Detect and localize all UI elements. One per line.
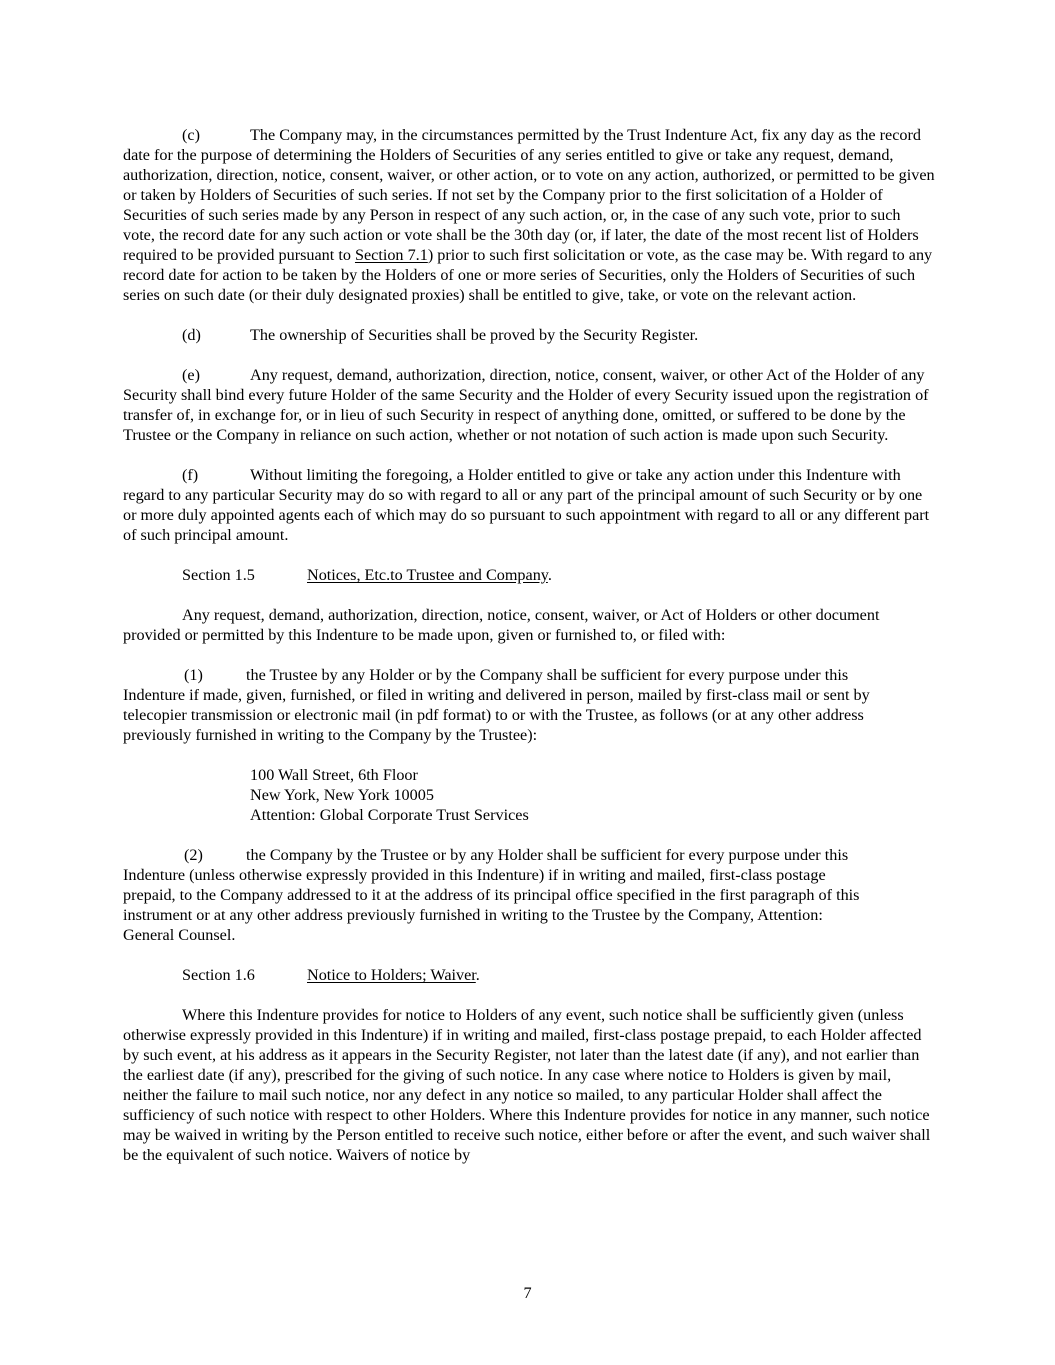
item-1-label: (1) [184, 666, 203, 684]
section-1-6-heading-row [123, 965, 935, 985]
trustee-address-street: 100 Wall Street, 6th Floor [250, 766, 418, 784]
section-1-5-item-2 [123, 845, 871, 945]
section-1-5-heading-period: . [547, 566, 552, 584]
paragraph-e-label: (e) [182, 366, 200, 384]
paragraph-e-text: Any request, demand, authorization, direction, notice, consent, waiver, or other Act of the Holder of any Security shall bind every future Holder of the same Security and the Holder of every Security issued upon the registration of transfer of, in exchange for, or in lieu of such Security in respect of anything done, omitted, or suffered to be done by the Trustee or the Company in reliance on such action, whether or not notation of such action is made upon such Security. [123, 366, 929, 444]
page-number: 7 [523, 1284, 532, 1302]
section-1-5-heading: Notices, Etc.to Trustee and Company [307, 566, 548, 584]
paragraph-d [123, 325, 935, 345]
paragraph-f-text: Without limiting the foregoing, a Holder entitled to give or take any action under this Indenture with regard to any particular Security may do so with regard to all or any part of the principal amount of such Security or by one or more duly appointed agents each of which may do so pursuant to such appointment with regard to all or any different part of such principal amount. [123, 466, 930, 544]
trustee-address-city: New York, New York 10005 [250, 786, 434, 804]
paragraph-d-text: The ownership of Securities shall be proved by the Security Register. [250, 326, 699, 344]
paragraph-d-label: (d) [182, 326, 201, 344]
section-1-5-item-1 [123, 665, 871, 745]
section-1-5-label: Section 1.5 [182, 566, 255, 584]
section-1-5-intro: Any request, demand, authorization, direction, notice, consent, waiver, or Act of Holders or other document provided or permitted by this Indenture to be made upon, given or furnished to, or filed with: [123, 606, 880, 644]
paragraph-e [123, 365, 935, 445]
paragraph-c [123, 125, 935, 305]
paragraph-f [123, 465, 935, 545]
section-1-6-heading-period: . [475, 966, 480, 984]
section-1-5-heading-row [123, 565, 935, 585]
page-content [123, 125, 935, 1185]
item-1-text: the Trustee by any Holder or by the Company shall be sufficient for every purpose under this Indenture if made, given, furnished, or filed in writing and delivered in person, mailed by first-class mail or sent by telecopier transmission or electronic mail (in pdf format) to or with the Trustee, as follows (or at any other address previously furnished in writing to the Company by the Trustee): [123, 666, 870, 744]
paragraph-c-text-after: ) prior to such first solicitation or vote, as the case may be. With regard to any record date for action to be taken by the Holders of one or more series of Securities, only the Holders of Securities of such series on such date (or their duly designated proxies) shall be entitled to give, take, or vote on the relevant action. [123, 246, 933, 304]
section-1-6-body: Where this Indenture provides for notice to Holders of any event, such notice shall be sufficiently given (unless otherwise expressly provided in this Indenture) if in writing and mailed, first-class postage prepaid, to each Holder affected by such event, at his address as it appears in the Security Register, not later than the latest date (if any), and not earlier than the earliest date (if any), prescribed for the giving of such notice. In any case where notice to Holders is given by mail, neither the failure to mail such notice, nor any defect in any notice so mailed, to any particular Holder shall affect the sufficiency of such notice with respect to other Holders. Where this Indenture provides for notice in any manner, such notice may be waived in writing by the Person entitled to receive such notice, either before or after the event, and such waiver shall be the equivalent of such notice. Waivers of notice by [123, 1006, 931, 1164]
paragraph-f-label: (f) [182, 466, 199, 484]
item-2-label: (2) [184, 846, 203, 864]
section-7-1-reference: Section 7.1 [354, 246, 428, 264]
section-1-6-heading: Notice to Holders; Waiver [307, 966, 476, 984]
trustee-address-block [250, 765, 935, 825]
item-2-text: the Company by the Trustee or by any Holder shall be sufficient for every purpose under this Indenture (unless otherwise expressly provided in this Indenture) if in writing and mailed, first-class postage prepaid, to the Company addressed to it at the address of its principal office specified in the first paragraph of this instrument or at any other address previously furnished in writing to the Trustee by the Company, Attention: General Counsel. [123, 846, 860, 944]
trustee-address-attention: Attention: Global Corporate Trust Services [250, 806, 529, 824]
paragraph-c-label: (c) [182, 126, 200, 144]
paragraph-c-text-before: The Company may, in the circumstances permitted by the Trust Indenture Act, fix any day as the record date for the purpose of determining the Holders of Securities of any series entitled to give or take any request, demand, authorization, direction, notice, consent, waiver, or other action, or to vote on any action, authorized, or permitted to be given or taken by Holders of Securities of such series. If not set by the Company prior to the first solicitation of a Holder of Securities of such series made by any Person in respect of any such action, or, in the case of any such vote, prior to such vote, the record date for any such action or vote shall be the 30th day (or, if later, the date of the most recent list of Holders required to be provided pursuant to [123, 126, 935, 264]
section-1-6-label: Section 1.6 [182, 966, 255, 984]
